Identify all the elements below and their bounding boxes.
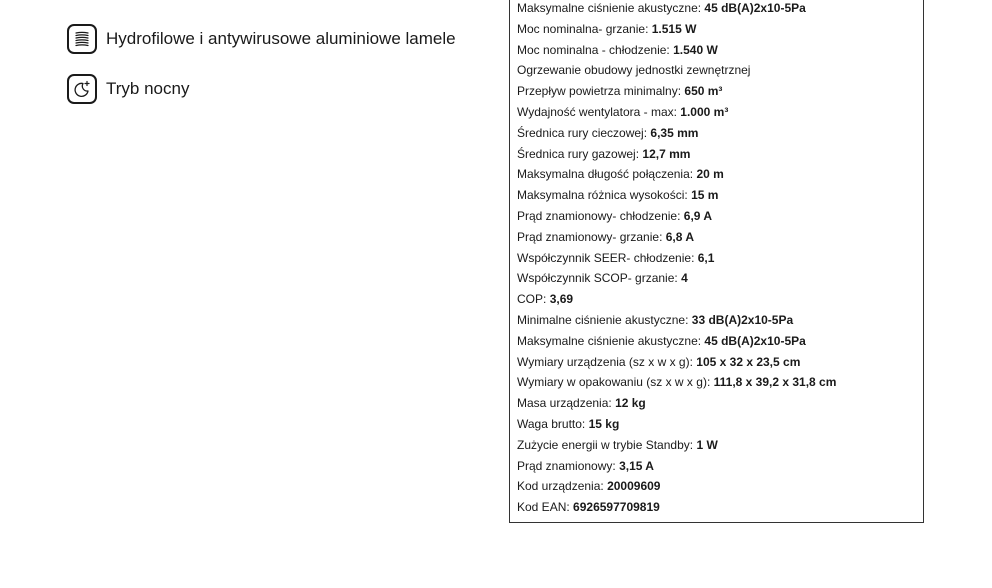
spec-label: Przepływ powietrza minimalny: — [517, 84, 682, 99]
spec-value: 33 dB(A)2x10-5Pa — [691, 312, 794, 327]
spec-value: 1 W — [696, 437, 718, 452]
spec-label: Ogrzewanie obudowy jednostki zewnętrznej — [517, 63, 751, 78]
spec-value: 6,8 A — [665, 229, 694, 244]
spec-list — [517, 0, 836, 518]
spec-value: 1.540 W — [673, 42, 718, 57]
spec-label: Minimalne ciśnienie akustyczne: — [517, 312, 689, 327]
spec-label: Prąd znamionowy: — [517, 458, 616, 473]
spec-value: 105 x 32 x 23,5 cm — [696, 354, 801, 369]
spec-label: Średnica rury cieczowej: — [517, 125, 648, 140]
spec-label: Wymiary w opakowaniu (sz x w x g): — [517, 375, 711, 390]
spec-row — [517, 289, 836, 310]
spec-row — [517, 227, 836, 248]
spec-row — [517, 206, 836, 227]
spec-row — [517, 144, 836, 165]
spec-label: Maksymalne ciśnienie akustyczne: — [517, 1, 702, 15]
spec-row — [517, 393, 836, 414]
feature-night-mode — [67, 74, 189, 104]
spec-row — [517, 476, 836, 497]
spec-row — [517, 123, 836, 144]
spec-row — [517, 435, 836, 456]
spec-value: 1.000 m³ — [680, 104, 729, 119]
spec-value: 12 kg — [615, 396, 646, 411]
spec-label: Moc nominalna - chłodzenie: — [517, 42, 670, 57]
spec-row — [517, 19, 836, 40]
spec-value: 6,35 mm — [650, 125, 699, 140]
spec-label: Zużycie energii w trybie Standby: — [517, 437, 694, 452]
spec-label: Średnica rury gazowej: — [517, 146, 640, 161]
spec-value: 4 — [681, 271, 688, 286]
spec-row — [517, 414, 836, 435]
spec-row — [517, 164, 836, 185]
spec-label: Masa urządzenia: — [517, 396, 612, 411]
spec-label: Współczynnik SEER- chłodzenie: — [517, 250, 695, 265]
spec-value: 20 m — [696, 167, 724, 182]
spec-row — [517, 102, 836, 123]
spec-label: Wydajność wentylatora - max: — [517, 104, 677, 119]
feature-hydrophilic-fins — [67, 24, 456, 54]
spec-value: 6,9 A — [683, 208, 713, 223]
spec-row — [517, 456, 836, 477]
spec-row — [517, 60, 836, 81]
spec-label: COP: — [517, 292, 547, 307]
spec-label: Moc nominalna- grzanie: — [517, 21, 649, 36]
spec-label: Maksymalna różnica wysokości: — [517, 188, 688, 203]
moon-icon — [67, 74, 97, 104]
spec-value: 6,1 — [697, 250, 715, 265]
spec-row — [517, 372, 836, 393]
spec-label: Prąd znamionowy- grzanie: — [517, 229, 663, 244]
spec-row — [517, 331, 836, 352]
spec-row — [517, 40, 836, 61]
spec-value: 3,15 A — [619, 458, 654, 473]
spec-label: Wymiary urządzenia (sz x w x g): — [517, 354, 693, 369]
spec-row — [517, 352, 836, 373]
spec-label: Kod urządzenia: — [517, 479, 604, 494]
feature-label: Hydrofilowe i antywirusowe aluminiowe lamele — [106, 29, 456, 48]
spec-value: 6926597709819 — [573, 500, 660, 515]
spec-label: Maksymalne ciśnienie akustyczne: — [517, 333, 702, 348]
spec-table — [509, 0, 924, 523]
spec-label: Współczynnik SCOP- grzanie: — [517, 271, 678, 286]
spec-value: 1.515 W — [651, 21, 697, 36]
spec-value: 12,7 mm — [642, 146, 691, 161]
spec-value: 650 m³ — [684, 84, 723, 99]
spec-row — [517, 81, 836, 102]
spec-value: 20009609 — [607, 479, 661, 494]
spec-value: 15 kg — [588, 416, 620, 431]
spec-label: Maksymalna długość połączenia: — [517, 167, 694, 182]
spec-row — [517, 497, 836, 518]
spec-row — [517, 0, 836, 19]
spec-label: Kod EAN: — [517, 500, 570, 515]
spec-value: 45 dB(A)2x10-5Pa — [704, 1, 806, 15]
fins-icon — [67, 24, 97, 54]
spec-label: Prąd znamionowy- chłodzenie: — [517, 208, 681, 223]
spec-value: 3,69 — [549, 292, 574, 307]
spec-row — [517, 268, 836, 289]
spec-row — [517, 248, 836, 269]
spec-label: Waga brutto: — [517, 416, 586, 431]
spec-row — [517, 185, 836, 206]
spec-value: 15 m — [691, 188, 719, 203]
spec-value: 111,8 x 39,2 x 31,8 cm — [713, 375, 837, 390]
spec-row — [517, 310, 836, 331]
feature-label: Tryb nocny — [106, 79, 190, 98]
spec-value: 45 dB(A)2x10-5Pa — [704, 333, 806, 348]
